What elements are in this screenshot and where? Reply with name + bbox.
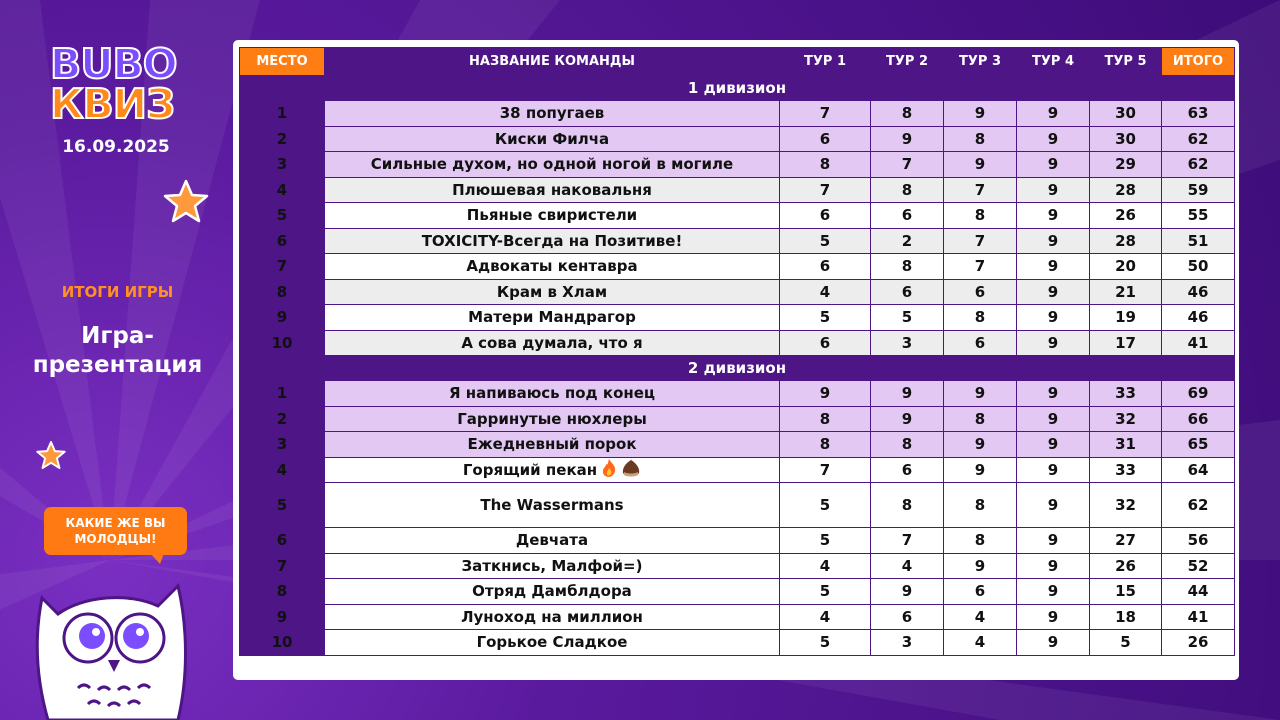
header-place: МЕСТО — [240, 48, 325, 76]
team-name-cell — [325, 228, 780, 254]
round-5-score: 5 — [1090, 630, 1162, 656]
team-name-cell — [325, 254, 780, 280]
header-round-3: ТУР 3 — [944, 48, 1017, 76]
round-2-score: 6 — [871, 604, 944, 630]
round-1-score: 5 — [780, 579, 871, 605]
round-2-score: 2 — [871, 228, 944, 254]
round-1-score: 6 — [780, 330, 871, 356]
results-label: ИТОГИ ИГРЫ — [61, 283, 174, 301]
round-1-score: 7 — [780, 457, 871, 483]
table-row — [240, 152, 1235, 178]
round-4-score: 9 — [1017, 101, 1090, 127]
round-4-score: 9 — [1017, 483, 1090, 528]
results-table — [239, 47, 1235, 656]
round-1-score: 6 — [780, 254, 871, 280]
table-row — [240, 483, 1235, 528]
round-4-score: 9 — [1017, 528, 1090, 554]
round-2-score: 8 — [871, 432, 944, 458]
round-1-score: 8 — [780, 406, 871, 432]
table-row — [240, 528, 1235, 554]
round-3-score: 9 — [944, 457, 1017, 483]
total-score: 64 — [1162, 457, 1235, 483]
round-4-score: 9 — [1017, 203, 1090, 229]
team-name-cell — [325, 483, 780, 528]
round-4-score: 9 — [1017, 177, 1090, 203]
team-name: Киски Филча — [494, 129, 610, 148]
round-3-score: 4 — [944, 604, 1017, 630]
table-row — [240, 381, 1235, 407]
table-row — [240, 457, 1235, 483]
place-cell: 9 — [240, 305, 325, 331]
table-row — [240, 553, 1235, 579]
team-name-cell — [325, 203, 780, 229]
round-3-score: 9 — [944, 101, 1017, 127]
team-name: Отряд Дамблдора — [472, 582, 632, 601]
round-1-score: 5 — [780, 305, 871, 331]
round-5-score: 18 — [1090, 604, 1162, 630]
round-2-score: 9 — [871, 381, 944, 407]
total-score: 62 — [1162, 126, 1235, 152]
total-score: 50 — [1162, 254, 1235, 280]
table-row — [240, 228, 1235, 254]
round-5-score: 21 — [1090, 279, 1162, 305]
round-5-score: 33 — [1090, 457, 1162, 483]
place-cell: 1 — [240, 101, 325, 127]
place-cell: 2 — [240, 406, 325, 432]
team-name: Горькое Сладкое — [476, 633, 628, 652]
round-4-score: 9 — [1017, 254, 1090, 280]
header-round-5: ТУР 5 — [1090, 48, 1162, 76]
team-name: Гарринутые нюхлеры — [457, 409, 647, 428]
round-1-score: 7 — [780, 177, 871, 203]
round-3-score: 7 — [944, 254, 1017, 280]
round-2-score: 6 — [871, 203, 944, 229]
total-score: 69 — [1162, 381, 1235, 407]
owl-mascot-icon — [28, 578, 218, 720]
round-1-score: 4 — [780, 279, 871, 305]
round-2-score: 3 — [871, 630, 944, 656]
round-5-score: 32 — [1090, 483, 1162, 528]
team-name-cell — [325, 553, 780, 579]
round-1-score: 7 — [780, 101, 871, 127]
header-round-1: ТУР 1 — [780, 48, 871, 76]
total-score: 59 — [1162, 177, 1235, 203]
total-score: 41 — [1162, 604, 1235, 630]
team-name-cell — [325, 528, 780, 554]
place-cell: 6 — [240, 528, 325, 554]
table-row — [240, 101, 1235, 127]
team-name: Матери Мандрагор — [468, 308, 636, 327]
place-cell: 10 — [240, 330, 325, 356]
team-name-cell — [325, 630, 780, 656]
place-cell: 7 — [240, 553, 325, 579]
round-3-score: 6 — [944, 579, 1017, 605]
header-round-4: ТУР 4 — [1017, 48, 1090, 76]
round-3-score: 8 — [944, 483, 1017, 528]
team-name: Крам в Хлам — [496, 282, 608, 301]
team-name: Сильные духом, но одной ногой в могиле — [370, 155, 734, 174]
round-3-score: 8 — [944, 203, 1017, 229]
round-1-score: 8 — [780, 152, 871, 178]
round-2-score: 4 — [871, 553, 944, 579]
round-1-score: 9 — [780, 381, 871, 407]
round-3-score: 4 — [944, 630, 1017, 656]
place-cell: 4 — [240, 177, 325, 203]
team-name: Адвокаты кентавра — [466, 257, 638, 276]
place-cell: 8 — [240, 279, 325, 305]
round-2-score: 8 — [871, 177, 944, 203]
round-3-score: 9 — [944, 553, 1017, 579]
round-2-score: 5 — [871, 305, 944, 331]
round-2-score: 9 — [871, 126, 944, 152]
logo-line-1: BUBO — [50, 40, 177, 88]
round-5-score: 30 — [1090, 126, 1162, 152]
place-cell: 1 — [240, 381, 325, 407]
star-icon — [163, 178, 209, 224]
round-4-score: 9 — [1017, 457, 1090, 483]
total-score: 52 — [1162, 553, 1235, 579]
round-5-score: 17 — [1090, 330, 1162, 356]
round-1-score: 5 — [780, 630, 871, 656]
team-name-cell — [325, 152, 780, 178]
round-4-score: 9 — [1017, 152, 1090, 178]
round-1-score: 5 — [780, 228, 871, 254]
table-row — [240, 432, 1235, 458]
round-3-score: 9 — [944, 381, 1017, 407]
team-name-cell — [325, 279, 780, 305]
round-1-score: 6 — [780, 126, 871, 152]
round-2-score: 7 — [871, 528, 944, 554]
logo-line-2: КВИЗ — [50, 80, 175, 128]
team-name-cell — [325, 406, 780, 432]
place-cell: 9 — [240, 604, 325, 630]
round-5-score: 32 — [1090, 406, 1162, 432]
round-4-score: 9 — [1017, 630, 1090, 656]
place-cell: 10 — [240, 630, 325, 656]
round-3-score: 6 — [944, 330, 1017, 356]
speech-bubble — [44, 507, 187, 555]
team-name-cell — [325, 101, 780, 127]
place-cell: 7 — [240, 254, 325, 280]
total-score: 41 — [1162, 330, 1235, 356]
total-score: 63 — [1162, 101, 1235, 127]
round-5-score: 30 — [1090, 101, 1162, 127]
header-round-2: ТУР 2 — [871, 48, 944, 76]
team-name-cell — [325, 330, 780, 356]
round-3-score: 9 — [944, 152, 1017, 178]
team-name: The Wassermans — [480, 496, 624, 514]
round-2-score: 8 — [871, 101, 944, 127]
total-score: 44 — [1162, 579, 1235, 605]
total-score: 46 — [1162, 279, 1235, 305]
table-row — [240, 203, 1235, 229]
game-date: 16.09.2025 — [62, 137, 170, 157]
round-4-score: 9 — [1017, 432, 1090, 458]
place-cell: 6 — [240, 228, 325, 254]
round-4-score: 9 — [1017, 279, 1090, 305]
place-cell: 2 — [240, 126, 325, 152]
round-4-score: 9 — [1017, 330, 1090, 356]
round-5-score: 19 — [1090, 305, 1162, 331]
round-1-score: 6 — [780, 203, 871, 229]
team-name: Горящий пекан — [462, 460, 598, 479]
round-3-score: 8 — [944, 528, 1017, 554]
team-name-cell — [325, 604, 780, 630]
team-name-cell — [325, 457, 780, 483]
round-3-score: 6 — [944, 279, 1017, 305]
total-score: 66 — [1162, 406, 1235, 432]
place-cell: 5 — [240, 483, 325, 528]
place-cell: 4 — [240, 457, 325, 483]
bubble-text: КАКИЕ ЖЕ ВЫ МОЛОДЦЫ! — [65, 516, 166, 546]
round-4-score: 9 — [1017, 604, 1090, 630]
team-name: Ежедневный порок — [467, 435, 637, 454]
round-5-score: 20 — [1090, 254, 1162, 280]
header-team: НАЗВАНИЕ КОМАНДЫ — [325, 48, 780, 76]
round-4-score: 9 — [1017, 579, 1090, 605]
round-3-score: 7 — [944, 177, 1017, 203]
round-4-score: 9 — [1017, 305, 1090, 331]
total-score: 55 — [1162, 203, 1235, 229]
round-1-score: 5 — [780, 483, 871, 528]
round-3-score: 8 — [944, 406, 1017, 432]
results-body — [240, 76, 1235, 656]
division-header-row — [240, 76, 1235, 101]
team-name: Заткнись, Малфой=) — [461, 556, 643, 575]
team-name-cell — [325, 305, 780, 331]
round-4-score: 9 — [1017, 553, 1090, 579]
team-name-cell — [325, 126, 780, 152]
round-2-score: 3 — [871, 330, 944, 356]
round-5-score: 33 — [1090, 381, 1162, 407]
round-2-score: 8 — [871, 483, 944, 528]
place-cell: 5 — [240, 203, 325, 229]
table-row — [240, 330, 1235, 356]
round-5-score: 26 — [1090, 553, 1162, 579]
team-name: Плюшевая наковальня — [452, 180, 652, 199]
team-name: Девчата — [515, 531, 589, 550]
round-4-score: 9 — [1017, 406, 1090, 432]
division-header-row — [240, 356, 1235, 381]
round-2-score: 8 — [871, 254, 944, 280]
table-row — [240, 279, 1235, 305]
header-row — [240, 48, 1235, 76]
division-title: 1 дивизион — [240, 76, 1235, 101]
chestnut-icon — [621, 458, 641, 482]
table-row — [240, 177, 1235, 203]
total-score: 62 — [1162, 152, 1235, 178]
table-row — [240, 406, 1235, 432]
table-row — [240, 126, 1235, 152]
team-name-cell — [325, 579, 780, 605]
place-cell: 3 — [240, 152, 325, 178]
team-name: Пьяные свиристели — [466, 206, 638, 225]
round-3-score: 9 — [944, 432, 1017, 458]
round-5-score: 28 — [1090, 177, 1162, 203]
place-cell: 3 — [240, 432, 325, 458]
table-row — [240, 254, 1235, 280]
round-2-score: 7 — [871, 152, 944, 178]
round-1-score: 5 — [780, 528, 871, 554]
round-1-score: 8 — [780, 432, 871, 458]
round-3-score: 8 — [944, 305, 1017, 331]
star-icon — [36, 440, 66, 470]
round-5-score: 28 — [1090, 228, 1162, 254]
team-name: Луноход на миллион — [461, 607, 643, 626]
round-4-score: 9 — [1017, 126, 1090, 152]
logo — [50, 40, 190, 128]
team-name: А сова думала, что я — [461, 333, 643, 352]
round-1-score: 4 — [780, 604, 871, 630]
round-5-score: 27 — [1090, 528, 1162, 554]
total-score: 62 — [1162, 483, 1235, 528]
total-score: 51 — [1162, 228, 1235, 254]
table-row — [240, 604, 1235, 630]
team-name: TOXICITY-Всегда на Позитиве! — [421, 231, 683, 250]
game-title: Игра-презентация — [32, 323, 203, 378]
round-3-score: 7 — [944, 228, 1017, 254]
total-score: 65 — [1162, 432, 1235, 458]
header-total: ИТОГО — [1162, 48, 1235, 76]
round-2-score: 9 — [871, 579, 944, 605]
total-score: 46 — [1162, 305, 1235, 331]
team-name: Я напиваюсь под конец — [448, 384, 656, 403]
team-name-cell — [325, 432, 780, 458]
total-score: 56 — [1162, 528, 1235, 554]
round-2-score: 6 — [871, 457, 944, 483]
team-name-cell — [325, 177, 780, 203]
round-5-score: 31 — [1090, 432, 1162, 458]
round-5-score: 29 — [1090, 152, 1162, 178]
table-row — [240, 579, 1235, 605]
round-4-score: 9 — [1017, 228, 1090, 254]
round-2-score: 6 — [871, 279, 944, 305]
round-2-score: 9 — [871, 406, 944, 432]
fire-icon — [600, 458, 618, 482]
round-5-score: 26 — [1090, 203, 1162, 229]
table-row — [240, 305, 1235, 331]
round-3-score: 8 — [944, 126, 1017, 152]
team-name: 38 попугаев — [499, 104, 605, 123]
table-row — [240, 630, 1235, 656]
team-name-cell — [325, 381, 780, 407]
round-4-score: 9 — [1017, 381, 1090, 407]
round-5-score: 15 — [1090, 579, 1162, 605]
round-1-score: 4 — [780, 553, 871, 579]
total-score: 26 — [1162, 630, 1235, 656]
bubble-tail — [150, 553, 164, 564]
place-cell: 8 — [240, 579, 325, 605]
division-title: 2 дивизион — [240, 356, 1235, 381]
